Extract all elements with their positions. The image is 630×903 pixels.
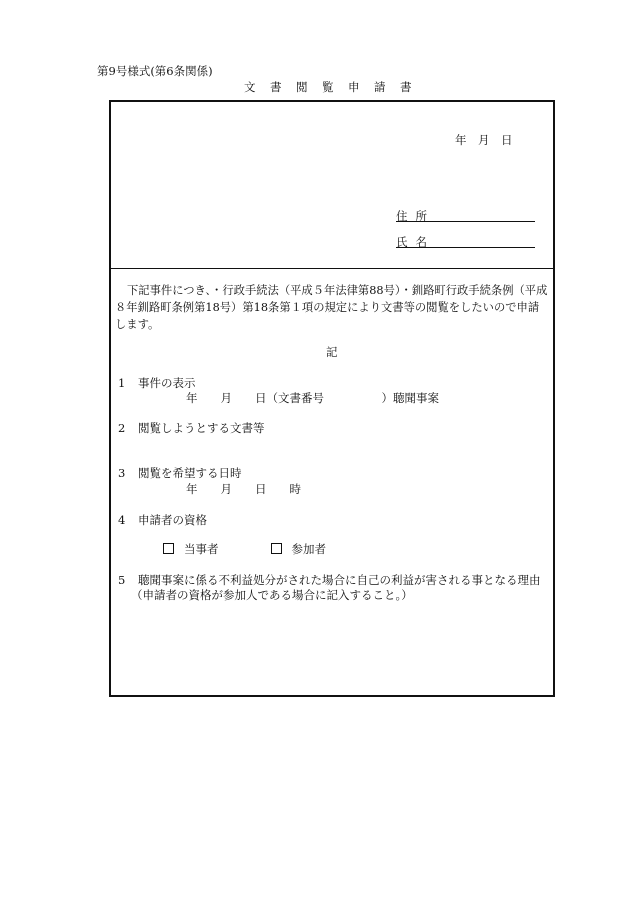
qualification-options <box>163 541 326 557</box>
item-label: 申請者の資格 <box>138 513 207 527</box>
form-number: 第9号様式(第6条関係) <box>97 64 213 78</box>
case-indication-line[interactable]: 年 月 日（文書番号 ）聴聞事案 <box>186 391 439 405</box>
item-label: 事件の表示 <box>138 376 196 390</box>
party-option-label: 当事者 <box>184 542 219 556</box>
section-divider <box>109 268 554 269</box>
item-label: 聴聞事案に係る不利益処分がされた場合に自己の利益が害される事となる理由 <box>138 573 541 587</box>
address-label: 住所 <box>396 209 435 223</box>
item-5-note: （申請者の資格が参加人である場合に記入すること。） <box>131 588 413 602</box>
document-title: 文書閲覧申請書 <box>244 80 426 94</box>
item-label: 閲覧しようとする文書等 <box>138 421 265 435</box>
name-label: 氏名 <box>396 235 435 249</box>
item-1 <box>118 375 196 391</box>
name-field[interactable] <box>396 231 535 248</box>
ki-heading: 記 <box>326 345 338 359</box>
item-number: 5 <box>118 573 126 587</box>
item-label: 閲覧を希望する日時 <box>138 466 242 480</box>
participant-option-label: 参加者 <box>291 542 326 556</box>
item-number: 2 <box>118 421 126 435</box>
request-statement: 下記事件につき、・行政手続法（平成５年法律第88号）・釧路町行政手続条例（平成８年釧路町条例第18号）第18条第１項の規定により文書等の閲覧をしたいので申請します。 <box>115 284 548 331</box>
item-4 <box>118 512 207 528</box>
desired-datetime-line[interactable]: 年 月 日 時 <box>186 482 301 496</box>
item-2 <box>118 420 265 436</box>
item-number: 4 <box>118 513 126 527</box>
date-label: 年 月 日 <box>455 133 513 147</box>
party-checkbox[interactable] <box>163 543 174 554</box>
participant-checkbox[interactable] <box>271 543 282 554</box>
item-number: 1 <box>118 376 126 390</box>
item-5 <box>118 572 541 588</box>
item-3 <box>118 465 242 481</box>
address-field[interactable] <box>396 205 535 222</box>
item-number: 3 <box>118 466 126 480</box>
